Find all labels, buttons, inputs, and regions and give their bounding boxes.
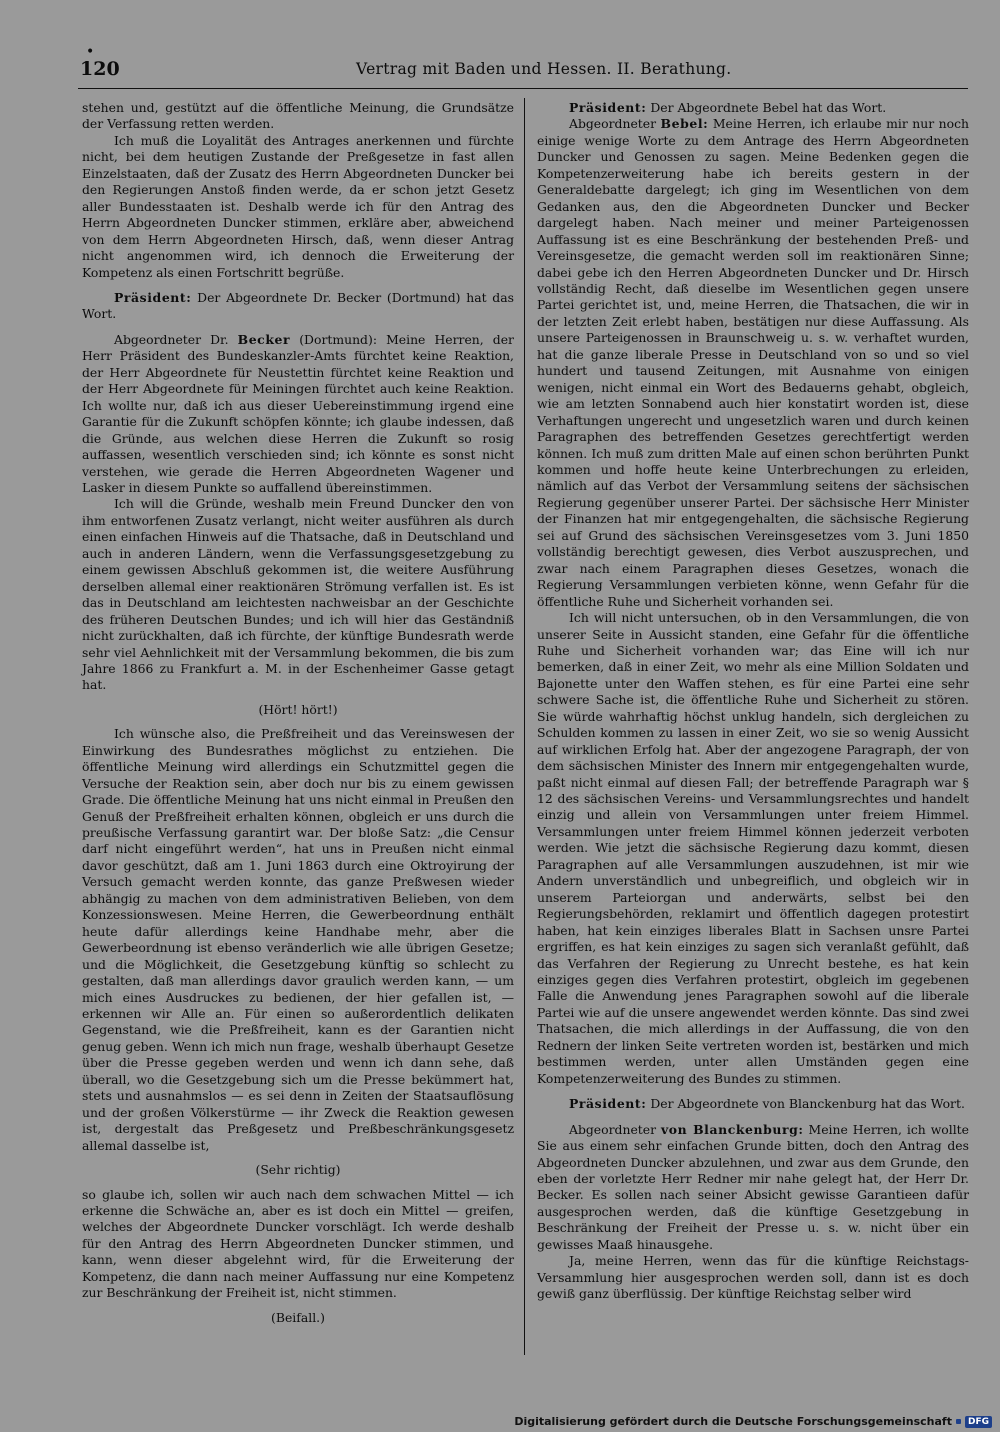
- paragraph-text: Ja, meine Herren, wenn das für die künftige Reichstags-Versammlung hier ausgesprochen werden soll, dann ist es doch gewiß ganz überflüssig. Der künftige Reichstag selber wird: [537, 1253, 969, 1302]
- paragraph: [537, 610, 969, 1087]
- page-header: [74, 44, 974, 88]
- running-title: Vertrag mit Baden und Hessen. II. Berathung.: [356, 60, 732, 78]
- paragraph-text: Ich will nicht untersuchen, ob in den Versammlungen, die von unserer Seite in Aussicht standen, eine Gefahr für die öffentliche Ruhe und Sicherheit vorhanden war; das Eine will ich nur bemerken, daß in einer Zeit, wo mehr als eine Million Soldaten und Bajonette unter den Waffen stehen, es für eine Partei eine sehr schwere Sache ist, die öffentliche Ruhe und Sicherheit zu stören. Sie würde wahrhaftig höchst unklug handeln, sich dergleichen zu Schulden kommen zu lassen in einer Zeit, wo sie so wenig Aussicht auf wirklichen Erfolg hat. Aber der angezogene Paragraph, der von dem sächsischen Minister des Innern mir entgegengehalten wurde, paßt nicht einmal auf diesen Fall; der betreffende Paragraph war § 12 des sächsischen Vereins- und Versammlungsrechtes und handelt einzig und allein von Versammlungen unter freiem Himmel. Versammlungen unter freiem Himmel können jederzeit verboten werden. Wie jetzt die sächsische Regierung dazu kommt, diesen Paragraphen auf alle Versammlungen auszudehnen, ist mir wie Andern unverständlich und unbegreiflich, und obgleich wir in unserem Parteiorgan und anderwärts, selbst bei den Regierungsbehörden, reklamirt und öffentlich dagegen protestirt haben, hat kein einziges liberales Blatt in Sachsen unsre Partei ergriffen, es hat kein einziges zu sagen sich veranlaßt gefühlt, daß das Verfahren der Regierung zu Unrecht bestehe, es hat kein einziges gegen dies Verfahren protestirt, obgleich im gegebenen Falle die Anwendung jenes Paragraphen sowohl auf die liberale Partei wie auf die unsere angewendet werden könnte. Das sind zwei Thatsachen, die mich allerdings in der Auffassung, die von den Rednern der linken Seite vertreten worden ist, bestärken und mich bestimmen werden, unter allen Umständen gegen eine Kompetenzerweiterung des Bundes zu stimmen.: [537, 610, 969, 1086]
- paragraph-text: so glaube ich, sollen wir auch nach dem schwachen Mittel — ich erkenne die Schwäche an, aber es ist doch ein Mittel — greifen, welches der Abgeordnete Duncker vorschlägt. Ich werde deshalb für den Antrag des Herrn Abgeordneten Duncker stimmen, und kann, wenn dieser abgelehnt wird, für die Erweiterung der Kompetenz, die dann nach meiner Auffassung nur eine Kompetenz zur Beschränkung der Freiheit ist, nicht stimmen.: [82, 1186, 514, 1301]
- paragraph: [82, 290, 514, 323]
- paragraph: [82, 1187, 514, 1302]
- paragraph-text: Der Abgeordnete Dr. Becker (Dortmund) hat das Wort.: [82, 289, 514, 322]
- footer-text: Digitalisierung gefördert durch die Deutsche Forschungsgemeinschaft: [514, 1415, 952, 1428]
- speaker-prefix: Abgeordneter Dr.: [114, 331, 238, 347]
- paragraph-text: Ich will die Gründe, weshalb mein Freund Duncker den von ihm entworfenen Zusatz verlangt, nicht weiter ausführen als durch einen einfachen Hinweis auf die Thatsache, daß in Deutschland und auch in anderen Ländern, wenn die Verfassungsgesetzgebung zu einem gewissen Abschluß gekommen ist, die weitere Ausführung derselben allemal einer reaktionären Strömung verfallen ist. Es ist das in Deutschland am leichtesten nachweisbar an der Geschichte des früheren Deutschen Bundes; und ich will hier das Geständniß nicht zurückhalten, daß ich fürchte, der künftige Bundesrath werde sehr viel Aehnlichkeit mit der Versammlung bekommen, die bis zum Jahre 1866 zu Frankfurt a. M. in der Eschenheimer Gasse getagt hat.: [82, 496, 514, 693]
- interjection: (Beifall.): [271, 1309, 325, 1325]
- paragraph-text: Der Abgeordnete von Blanckenburg hat das Wort.: [646, 1096, 965, 1112]
- paragraph-text: Ich muß die Loyalität des Antrages anerkennen und fürchte nicht, bei dem heutigen Zustande der Preßgesetze in fast allen Einzelstaaten, daß der Zusatz des Herrn Abgeordneten Duncker bei den Regierungen Anstoß finden werde, da er schon jetzt Gesetz aller Bundesstaaten ist. Deshalb werde ich für den Antrag des Herrn Abgeordneten Duncker stimmen, erkläre aber, abweichend von dem Herrn Abgeordneten Hirsch, daß, wenn dieser Antrag nicht angenommen wird, ich dennoch die Erweiterung der Kompetenz als einen Fortschritt begrüße.: [82, 132, 514, 280]
- paragraph-text: Der Abgeordnete Bebel hat das Wort.: [646, 100, 887, 115]
- left-column: [82, 100, 514, 1334]
- paragraph-text: Ich wünsche also, die Preßfreiheit und das Vereinswesen der Einwirkung des Bundesrathes möglichst zu entziehen. Die öffentliche Meinung wird allerdings ein Schutzmittel gegen die Versuche der Reaktion sein, aber doch nur bis zu einem gewissen Grade. Die öffentliche Meinung hat uns nicht einmal in Preußen den Genuß der Preßfreiheit erhalten können, obgleich er uns durch die preußische Verfassung garantirt war. Der bloße Satz: „die Censur darf nicht eingeführt werden“, hat uns in Preußen nicht einmal davor geschützt, daß am 1. Juni 1863 durch eine Oktroyirung der Versuch gemacht werden konnte, das ganze Preßwesen wieder abhängig zu machen von dem administrativen Belieben, von dem Konzessionswesen. Meine Herren, die Gewerbeordnung enthält heute dafür allerdings keine Handhabe mehr, aber die Gewerbeordnung ist ebenso veränderlich wie alle übrigen Gesetze; und die Möglichkeit, die Gesetzgebung künftig so schlecht zu gestalten, daß man allerdings davor graulich werden kann, — um mich eines Ausdruckes zu bedienen, der hier gefallen ist, — erkennen wir Alle an. Für einen so außerordentlich delikaten Gegenstand, wie die Preßfreiheit, kann es der Garantien nicht genug geben. Wenn ich mich nun frage, weshalb überhaupt Gesetze über die Presse gegeben werden und wenn ich dann sehe, daß überall, wo die Gesetzgebung sich um die Presse bekümmert hat, stets und ausnahmslos — es sei denn in Zeiten der Staatsauflösung und der großen Völkerstürme — ihr Zweck die Reaktion gewesen ist, dergestalt das Preßgesetz und Preßbeschränkungsgesetz allemal dasselbe ist,: [82, 726, 514, 1153]
- paragraph-text: Meine Herren, ich wollte Sie aus einem sehr einfachen Grunde bitten, doch den Antrag des Abgeordneten Duncker abzulehnen, und zwar aus dem Grunde, den eben der vorletzte Herr Redner mir nahe gelegt hat, der Herr Dr. Becker. Es sollen nach seiner Absicht gewisse Garantieen dafür ausgesprochen werden, daß die künftige Gesetzgebung in Beschränkung der Freiheit der Presse u. s. w. nicht über ein gewisses Maaß hinausgehe.: [537, 1121, 969, 1252]
- speaker-name: Bebel:: [660, 116, 709, 132]
- paragraph: [82, 496, 514, 693]
- speaker-name: Präsident:: [569, 1096, 647, 1112]
- speaker-name: Präsident:: [114, 289, 192, 305]
- speaker-prefix: Abgeordneter: [569, 116, 661, 132]
- paragraph-text: (Dortmund): Meine Herren, der Herr Präsident des Bundeskanzler-Amts fürchtet keine Reaktion, der Herr Abgeordnete für Neustettin fürchtet keine Reaktion und der Herr Abgeordnete für Meiningen fürchtet auch keine Reaktion. Ich wollte nur, daß ich aus dieser Uebereinstimmung irgend eine Garantie für die Zukunft schöpfen könnte; ich glaube indessen, daß die Gründe, aus welchen diese Herren die Zukunft so rosig auffassen, wesentlich verschieden sind; ich könnte es sonst nicht verstehen, wie gerade die Herren Abgeordneten Wagener und Lasker in diesem Punkte so auffallend übereinstimmen.: [82, 331, 514, 495]
- paragraph: [82, 726, 514, 1154]
- interjection: (Sehr richtig): [255, 1162, 341, 1178]
- speaker-name: von Blanckenburg:: [660, 1121, 804, 1137]
- footer-bullet-icon: [956, 1419, 961, 1424]
- right-column: [537, 100, 969, 1303]
- ink-dot: •: [86, 44, 95, 60]
- paragraph: [537, 1122, 969, 1254]
- page-number: 120: [80, 58, 120, 80]
- header-rule: [78, 88, 968, 89]
- speaker-name: Präsident:: [569, 100, 647, 115]
- footer-credit: [514, 1415, 992, 1428]
- paragraph-text: stehen und, gestützt auf die öffentliche Meinung, die Grundsätze der Verfassung retten werden.: [82, 100, 514, 132]
- paragraph: [537, 1253, 969, 1302]
- paragraph: [82, 133, 514, 281]
- column-separator: [524, 98, 525, 1355]
- paragraph: [82, 100, 514, 133]
- paragraph: [537, 1096, 969, 1112]
- paragraph: [82, 332, 514, 497]
- dfg-logo: DFG: [965, 1416, 992, 1428]
- speaker-prefix: Abgeordneter: [569, 1121, 661, 1137]
- paragraph: [537, 100, 969, 116]
- paragraph: [537, 116, 969, 610]
- interjection: (Hört! hört!): [258, 701, 338, 717]
- speaker-name: Becker: [237, 331, 291, 347]
- paragraph-text: Meine Herren, ich erlaube mir nur noch einige wenige Worte zu dem Antrage des Herrn Abgeordneten Duncker und Genossen zu sagen. Meine Bedenken gegen die Kompetenzerweiterung habe ich bereits gestern in der Generaldebatte dargelegt; ich ging im Wesentlichen von dem Gedanken aus, den die Abgeordneten Duncker und Becker dargelegt haben. Nach meiner und meiner Parteigenossen Auffassung ist es eine Beschränkung der bestehenden Preß- und Vereinsgesetze, die gemacht werden soll im reaktionären Sinne; dabei gebe ich den Herren Abgeordneten Duncker und Dr. Hirsch vollständig Recht, daß dieselbe im Wesentlichen gegen unsere Partei gerichtet ist, und, meine Herren, die Thatsachen, die wir in der letzten Zeit erlebt haben, bestätigen nur diese Auffassung. Als unsere Parteigenossen in Braunschweig u. s. w. verhaftet wurden, hat die ganze liberale Presse in Deutschland von so und so viel hundert und tausend Zeitungen, mit Ausnahme von einigen wenigen, nicht einmal ein Wort des Bedauerns gehabt, obgleich, wie am letzten Sonnabend auch hier konstatirt worden ist, diese Verhaftungen ungerecht und ungesetzlich waren und durch keinen Paragraphen des betreffenden Gesetzes gerechtfertigt werden können. Ich muß zum dritten Male auf einen schon berührten Punkt kommen und hoffe heute keine Unterbrechungen zu erleiden, nämlich auf das Verbot der Versammlung seitens der sächsischen Regierung gegenüber unserer Partei. Der sächsische Herr Minister der Finanzen hat mir entgegengehalten, die sächsische Regierung sei auf Grund des sächsischen Vereinsgesetzes vom 3. Juni 1850 vollständig berechtigt gewesen, dies Verbot auszusprechen, und zwar nach einem Paragraphen dieses Gesetzes, wonach die Regierung Versammlungen verbieten könne, wenn Gefahr für die öffentliche Ruhe und Sicherheit vorhanden sei.: [537, 116, 969, 609]
